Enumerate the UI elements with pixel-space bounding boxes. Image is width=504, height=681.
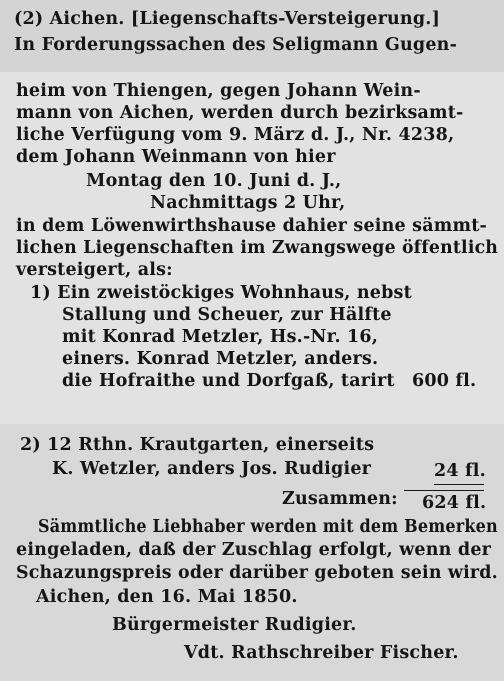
total-price: 624 fl. xyxy=(422,493,487,513)
signature-mayor: Bürgermeister Rudigier. xyxy=(112,615,357,635)
body-line: lichen Liegenschaften im Zwangswege öffentlich xyxy=(16,238,499,258)
body-line: heim von Thiengen, gegen Johann Wein- xyxy=(16,81,421,101)
item-2-line: K. Wetzler, anders Jos. Rudigier xyxy=(52,459,372,479)
item-1-line: einers. Konrad Metzler, anders. xyxy=(62,349,379,369)
item-1-line: 1) Ein zweistöckiges Wohnhaus, nebst xyxy=(30,283,412,303)
body-line: in dem Löwenwirthshause dahier seine sämmt- xyxy=(16,216,487,236)
closing-line: Sämmtliche Liebhaber werden mit dem Bemerken xyxy=(38,517,498,537)
body-line: mann von Aichen, werden durch bezirksamt- xyxy=(16,103,464,123)
body-line: versteigert, als: xyxy=(16,260,173,280)
total-rule xyxy=(404,490,484,491)
price-underline xyxy=(434,484,484,485)
auction-date: Montag den 10. Juni d. J., xyxy=(86,171,342,191)
auction-time: Nachmittags 2 Uhr, xyxy=(150,193,346,213)
item-1-line: mit Konrad Metzler, Hs.-Nr. 16, xyxy=(62,327,379,347)
header-clipping xyxy=(0,0,504,72)
header-line-1: (2) Aichen. [Liegenschafts-Versteigerung.] xyxy=(14,9,441,29)
item-1-line: die Hofraithe und Dorfgaß, tarirt xyxy=(62,371,395,391)
body-clipping xyxy=(0,72,504,424)
place-date: Aichen, den 16. Mai 1850. xyxy=(36,587,298,607)
body-line: dem Johann Weinmann von hier xyxy=(16,147,336,167)
item-2-price: 24 fl. xyxy=(434,461,486,481)
item-1-price: 600 fl. xyxy=(412,371,477,391)
item-2-line: 2) 12 Rthn. Krautgarten, einerseits xyxy=(20,435,375,455)
header-line-2: In Forderungssachen des Seligmann Gugen- xyxy=(14,35,458,55)
closing-line: eingeladen, daß der Zuschlag erfolgt, wenn der xyxy=(16,540,492,560)
signature-clerk: Vdt. Rathschreiber Fischer. xyxy=(184,643,459,663)
closing-line: Schazungspreis oder darüber geboten sein wird. xyxy=(16,563,498,583)
closing-clipping xyxy=(0,424,504,681)
item-1-line: Stallung und Scheuer, zur Hälfte xyxy=(62,305,392,325)
body-line: liche Verfügung vom 9. März d. J., Nr. 4238, xyxy=(16,125,455,145)
total-label: Zusammen: xyxy=(282,489,398,509)
